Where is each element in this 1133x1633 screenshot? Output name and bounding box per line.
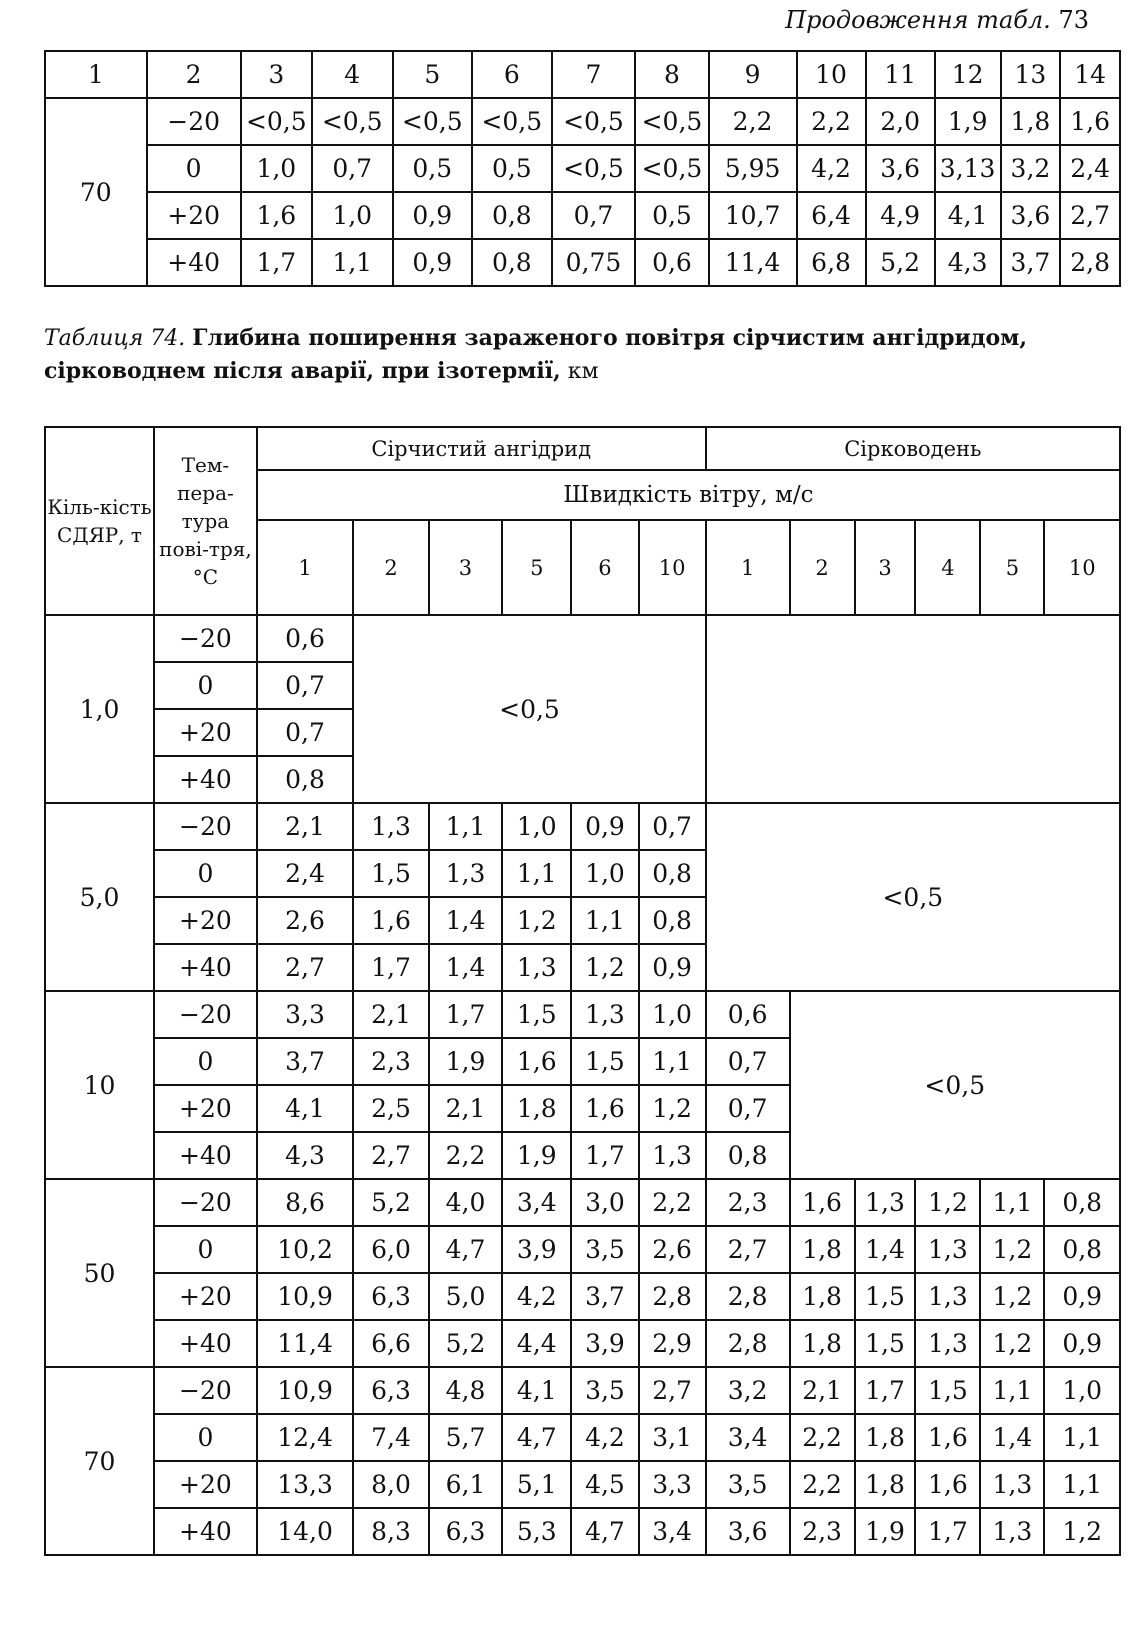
value-cell: 5,95 bbox=[709, 145, 797, 192]
value-cell: 2,8 bbox=[706, 1273, 790, 1320]
value-cell: 2,2 bbox=[639, 1179, 706, 1226]
value-cell: 2,7 bbox=[639, 1367, 706, 1414]
value-cell: <0,5 bbox=[312, 98, 393, 145]
value-cell: 1,1 bbox=[502, 850, 571, 897]
value-cell: 2,9 bbox=[639, 1320, 706, 1367]
temperature-cell: +20 bbox=[154, 1461, 257, 1508]
value-cell: 2,3 bbox=[353, 1038, 429, 1085]
value-cell: 11,4 bbox=[257, 1320, 353, 1367]
temperature-cell: −20 bbox=[154, 803, 257, 850]
column-number: 9 bbox=[709, 51, 797, 98]
value-cell: 1,3 bbox=[915, 1226, 980, 1273]
temperature-cell: 0 bbox=[147, 145, 241, 192]
below-threshold-cell: <0,5 bbox=[706, 803, 1120, 991]
table-row bbox=[45, 1461, 1120, 1508]
value-cell: 6,3 bbox=[353, 1273, 429, 1320]
value-cell: 8,0 bbox=[353, 1461, 429, 1508]
value-cell: 5,2 bbox=[429, 1320, 502, 1367]
column-number: 6 bbox=[472, 51, 552, 98]
value-cell: 1,2 bbox=[980, 1320, 1044, 1367]
value-cell: 1,2 bbox=[639, 1085, 706, 1132]
value-cell: 2,2 bbox=[429, 1132, 502, 1179]
quantity-cell: 50 bbox=[45, 1179, 154, 1367]
value-cell: 0,8 bbox=[639, 897, 706, 944]
temperature-cell: +40 bbox=[154, 756, 257, 803]
value-cell: 0,7 bbox=[257, 662, 353, 709]
value-cell: 1,0 bbox=[1044, 1367, 1120, 1414]
value-cell: 2,7 bbox=[1060, 192, 1120, 239]
value-cell: 8,3 bbox=[353, 1508, 429, 1555]
value-cell: 1,7 bbox=[571, 1132, 638, 1179]
value-cell: 3,7 bbox=[571, 1273, 638, 1320]
wind-speed-cell: 6 bbox=[571, 520, 638, 615]
temperature-cell: 0 bbox=[154, 1414, 257, 1461]
value-cell: 0,8 bbox=[1044, 1179, 1120, 1226]
value-cell: 1,8 bbox=[790, 1320, 855, 1367]
value-cell: 2,4 bbox=[257, 850, 353, 897]
column-number: 13 bbox=[1001, 51, 1061, 98]
value-cell: 3,7 bbox=[257, 1038, 353, 1085]
value-cell: 1,1 bbox=[980, 1367, 1044, 1414]
value-cell: 2,0 bbox=[866, 98, 935, 145]
value-cell: 3,9 bbox=[502, 1226, 571, 1273]
value-cell: 2,1 bbox=[353, 991, 429, 1038]
caption-title: Глибина поширення зараженого повітря сірчистим ангідридом, сірководнем після аварії, при ізотермії, bbox=[44, 325, 1027, 384]
quantity-cell: 70 bbox=[45, 98, 147, 286]
continuation-number: 73 bbox=[1058, 6, 1089, 34]
value-cell: 0,8 bbox=[639, 850, 706, 897]
table-row bbox=[45, 1320, 1120, 1367]
value-cell: 4,1 bbox=[935, 192, 1001, 239]
column-number: 14 bbox=[1060, 51, 1120, 98]
value-cell: 2,6 bbox=[639, 1226, 706, 1273]
value-cell: 1,3 bbox=[353, 803, 429, 850]
temperature-cell: +40 bbox=[154, 1132, 257, 1179]
value-cell: 10,9 bbox=[257, 1273, 353, 1320]
value-cell: 1,8 bbox=[790, 1226, 855, 1273]
value-cell: 1,1 bbox=[429, 803, 502, 850]
value-cell: 1,1 bbox=[1044, 1414, 1120, 1461]
value-cell: 2,7 bbox=[257, 944, 353, 991]
value-cell: 0,7 bbox=[257, 709, 353, 756]
quantity-cell: 10 bbox=[45, 991, 154, 1179]
value-cell: 3,6 bbox=[866, 145, 935, 192]
temperature-cell: +40 bbox=[154, 944, 257, 991]
value-cell: 2,8 bbox=[1060, 239, 1120, 286]
wind-speed-cell: 1 bbox=[257, 520, 353, 615]
value-cell: <0,5 bbox=[552, 145, 636, 192]
value-cell: 5,3 bbox=[502, 1508, 571, 1555]
temperature-cell: −20 bbox=[154, 1367, 257, 1414]
wind-speed-cell: 5 bbox=[980, 520, 1044, 615]
value-cell: 5,0 bbox=[429, 1273, 502, 1320]
value-cell: 1,4 bbox=[429, 944, 502, 991]
temperature-cell: 0 bbox=[154, 850, 257, 897]
value-cell: 1,3 bbox=[915, 1273, 980, 1320]
table-row bbox=[45, 239, 1120, 286]
header-temperature: Тем-пера-тура пові-тря, °С bbox=[154, 427, 257, 615]
value-cell: 2,3 bbox=[706, 1179, 790, 1226]
value-cell: 6,4 bbox=[797, 192, 866, 239]
temperature-cell: +20 bbox=[154, 897, 257, 944]
wind-speed-cell: 1 bbox=[706, 520, 790, 615]
temperature-cell: +40 bbox=[154, 1508, 257, 1555]
value-cell: 1,3 bbox=[571, 991, 638, 1038]
value-cell: 1,3 bbox=[639, 1132, 706, 1179]
value-cell: 4,1 bbox=[502, 1367, 571, 1414]
value-cell: 6,6 bbox=[353, 1320, 429, 1367]
value-cell: 1,3 bbox=[980, 1508, 1044, 1555]
value-cell: 0,9 bbox=[393, 239, 473, 286]
quantity-cell: 1,0 bbox=[45, 615, 154, 803]
quantity-cell: 70 bbox=[45, 1367, 154, 1555]
value-cell: 0,6 bbox=[257, 615, 353, 662]
value-cell: 0,9 bbox=[1044, 1320, 1120, 1367]
value-cell: 2,2 bbox=[709, 98, 797, 145]
value-cell: 0,8 bbox=[706, 1132, 790, 1179]
table-row bbox=[45, 991, 1120, 1038]
quantity-cell: 5,0 bbox=[45, 803, 154, 991]
empty-cell bbox=[706, 615, 1120, 803]
value-cell: 1,6 bbox=[790, 1179, 855, 1226]
temperature-cell: +20 bbox=[154, 1085, 257, 1132]
value-cell: 6,3 bbox=[429, 1508, 502, 1555]
wind-speed-cell: 4 bbox=[915, 520, 980, 615]
column-number: 3 bbox=[241, 51, 312, 98]
value-cell: 2,3 bbox=[790, 1508, 855, 1555]
value-cell: 1,3 bbox=[855, 1179, 916, 1226]
value-cell: 2,2 bbox=[797, 98, 866, 145]
value-cell: 2,1 bbox=[257, 803, 353, 850]
table-row bbox=[45, 145, 1120, 192]
value-cell: 2,8 bbox=[706, 1320, 790, 1367]
temperature-cell: −20 bbox=[147, 98, 241, 145]
value-cell: 0,5 bbox=[393, 145, 473, 192]
value-cell: 0,7 bbox=[312, 145, 393, 192]
below-threshold-cell: <0,5 bbox=[790, 991, 1120, 1179]
value-cell: 1,1 bbox=[980, 1179, 1044, 1226]
value-cell: 5,7 bbox=[429, 1414, 502, 1461]
temperature-cell: −20 bbox=[154, 991, 257, 1038]
value-cell: 6,0 bbox=[353, 1226, 429, 1273]
value-cell: 1,6 bbox=[915, 1461, 980, 1508]
wind-speed-cell: 10 bbox=[639, 520, 706, 615]
value-cell: 0,8 bbox=[472, 192, 552, 239]
column-number: 5 bbox=[393, 51, 473, 98]
value-cell: 4,8 bbox=[429, 1367, 502, 1414]
value-cell: 1,3 bbox=[429, 850, 502, 897]
temperature-cell: +20 bbox=[154, 1273, 257, 1320]
value-cell: 1,6 bbox=[241, 192, 312, 239]
column-number: 1 bbox=[45, 51, 147, 98]
value-cell: 10,9 bbox=[257, 1367, 353, 1414]
value-cell: 1,0 bbox=[502, 803, 571, 850]
temperature-cell: −20 bbox=[154, 1179, 257, 1226]
table-73 bbox=[44, 50, 1121, 287]
wind-speed-cell: 10 bbox=[1044, 520, 1120, 615]
table-row bbox=[45, 1273, 1120, 1320]
value-cell: 5,2 bbox=[353, 1179, 429, 1226]
header-quantity: Кіль-кість СДЯР, т bbox=[45, 427, 154, 615]
value-cell: 3,6 bbox=[706, 1508, 790, 1555]
value-cell: 1,4 bbox=[980, 1414, 1044, 1461]
value-cell: 3,4 bbox=[502, 1179, 571, 1226]
value-cell: 1,2 bbox=[980, 1226, 1044, 1273]
value-cell: 13,3 bbox=[257, 1461, 353, 1508]
value-cell: 0,9 bbox=[639, 944, 706, 991]
value-cell: 0,9 bbox=[393, 192, 473, 239]
column-number: 4 bbox=[312, 51, 393, 98]
value-cell: 1,2 bbox=[915, 1179, 980, 1226]
table-row bbox=[45, 1367, 1120, 1414]
value-cell: 1,8 bbox=[855, 1414, 916, 1461]
value-cell: 4,5 bbox=[571, 1461, 638, 1508]
table-row bbox=[45, 803, 1120, 850]
value-cell: 4,4 bbox=[502, 1320, 571, 1367]
value-cell: 1,9 bbox=[502, 1132, 571, 1179]
value-cell: 0,5 bbox=[635, 192, 708, 239]
temperature-cell: 0 bbox=[154, 1226, 257, 1273]
value-cell: 4,1 bbox=[257, 1085, 353, 1132]
temperature-cell: 0 bbox=[154, 662, 257, 709]
value-cell: 3,5 bbox=[706, 1461, 790, 1508]
value-cell: 0,8 bbox=[1044, 1226, 1120, 1273]
header-wind-speed: Швидкість вітру, м/с bbox=[257, 470, 1120, 520]
temperature-cell: +20 bbox=[154, 709, 257, 756]
value-cell: <0,5 bbox=[241, 98, 312, 145]
column-number: 10 bbox=[797, 51, 866, 98]
value-cell: 4,9 bbox=[866, 192, 935, 239]
continuation-text: Продовження табл. bbox=[785, 6, 1051, 34]
temperature-cell: +20 bbox=[147, 192, 241, 239]
value-cell: 2,6 bbox=[257, 897, 353, 944]
value-cell: 1,9 bbox=[429, 1038, 502, 1085]
table-row bbox=[45, 1179, 1120, 1226]
table-row bbox=[45, 1226, 1120, 1273]
value-cell: 1,0 bbox=[241, 145, 312, 192]
table-row bbox=[45, 1414, 1120, 1461]
value-cell: 6,1 bbox=[429, 1461, 502, 1508]
value-cell: 2,4 bbox=[1060, 145, 1120, 192]
value-cell: 3,5 bbox=[571, 1226, 638, 1273]
table-74 bbox=[44, 426, 1121, 1556]
value-cell: 1,5 bbox=[915, 1367, 980, 1414]
value-cell: 4,7 bbox=[429, 1226, 502, 1273]
value-cell: 1,0 bbox=[639, 991, 706, 1038]
value-cell: 0,7 bbox=[706, 1085, 790, 1132]
value-cell: 1,4 bbox=[855, 1226, 916, 1273]
value-cell: 1,4 bbox=[429, 897, 502, 944]
wind-speed-cell: 3 bbox=[429, 520, 502, 615]
value-cell: 2,5 bbox=[353, 1085, 429, 1132]
value-cell: 1,0 bbox=[312, 192, 393, 239]
value-cell: 3,4 bbox=[706, 1414, 790, 1461]
value-cell: 2,2 bbox=[790, 1414, 855, 1461]
value-cell: 1,7 bbox=[855, 1367, 916, 1414]
value-cell: 1,8 bbox=[1001, 98, 1061, 145]
caption-table-number: Таблиця 74. bbox=[44, 326, 186, 351]
value-cell: 0,75 bbox=[552, 239, 636, 286]
value-cell: 1,9 bbox=[855, 1508, 916, 1555]
value-cell: 2,7 bbox=[706, 1226, 790, 1273]
value-cell: 11,4 bbox=[709, 239, 797, 286]
value-cell: 1,1 bbox=[312, 239, 393, 286]
value-cell: 4,7 bbox=[502, 1414, 571, 1461]
value-cell: 2,7 bbox=[353, 1132, 429, 1179]
column-number: 7 bbox=[552, 51, 636, 98]
value-cell: 0,8 bbox=[472, 239, 552, 286]
value-cell: 0,7 bbox=[639, 803, 706, 850]
value-cell: 3,2 bbox=[706, 1367, 790, 1414]
value-cell: 1,6 bbox=[502, 1038, 571, 1085]
value-cell: 0,6 bbox=[706, 991, 790, 1038]
value-cell: 1,1 bbox=[1044, 1461, 1120, 1508]
value-cell: 3,13 bbox=[935, 145, 1001, 192]
value-cell: <0,5 bbox=[393, 98, 473, 145]
value-cell: 1,5 bbox=[502, 991, 571, 1038]
temperature-cell: 0 bbox=[154, 1038, 257, 1085]
value-cell: 0,9 bbox=[571, 803, 638, 850]
value-cell: <0,5 bbox=[635, 98, 708, 145]
header-hydrogen-sulfide: Сірководень bbox=[706, 427, 1120, 470]
temperature-cell: −20 bbox=[154, 615, 257, 662]
value-cell: 0,8 bbox=[257, 756, 353, 803]
value-cell: 6,3 bbox=[353, 1367, 429, 1414]
value-cell: 1,9 bbox=[935, 98, 1001, 145]
continuation-label bbox=[785, 6, 1089, 34]
value-cell: 3,5 bbox=[571, 1367, 638, 1414]
value-cell: <0,5 bbox=[472, 98, 552, 145]
value-cell: 10,7 bbox=[709, 192, 797, 239]
column-number: 11 bbox=[866, 51, 935, 98]
value-cell: 1,3 bbox=[915, 1320, 980, 1367]
value-cell: 1,2 bbox=[571, 944, 638, 991]
caption-unit: км bbox=[567, 359, 599, 384]
value-cell: 3,0 bbox=[571, 1179, 638, 1226]
column-number: 2 bbox=[147, 51, 241, 98]
value-cell: 0,6 bbox=[635, 239, 708, 286]
value-cell: 1,6 bbox=[353, 897, 429, 944]
value-cell: 1,6 bbox=[1060, 98, 1120, 145]
value-cell: 0,7 bbox=[706, 1038, 790, 1085]
value-cell: 3,3 bbox=[639, 1461, 706, 1508]
value-cell: 1,5 bbox=[571, 1038, 638, 1085]
value-cell: 1,8 bbox=[790, 1273, 855, 1320]
wind-speed-cell: 2 bbox=[353, 520, 429, 615]
table-row bbox=[45, 98, 1120, 145]
table-row bbox=[45, 1508, 1120, 1555]
table-74-caption bbox=[44, 322, 1114, 388]
value-cell: 1,7 bbox=[429, 991, 502, 1038]
table-row bbox=[45, 192, 1120, 239]
column-number: 12 bbox=[935, 51, 1001, 98]
value-cell: 14,0 bbox=[257, 1508, 353, 1555]
value-cell: 1,2 bbox=[980, 1273, 1044, 1320]
value-cell: 1,2 bbox=[502, 897, 571, 944]
value-cell: <0,5 bbox=[635, 145, 708, 192]
value-cell: 3,6 bbox=[1001, 192, 1061, 239]
value-cell: 8,6 bbox=[257, 1179, 353, 1226]
value-cell: 1,5 bbox=[855, 1273, 916, 1320]
value-cell: 2,1 bbox=[429, 1085, 502, 1132]
value-cell: 0,9 bbox=[1044, 1273, 1120, 1320]
value-cell: 3,9 bbox=[571, 1320, 638, 1367]
header-sulfur-dioxide: Сірчистий ангідрид bbox=[257, 427, 706, 470]
value-cell: 4,0 bbox=[429, 1179, 502, 1226]
value-cell: 1,7 bbox=[241, 239, 312, 286]
value-cell: 7,4 bbox=[353, 1414, 429, 1461]
value-cell: 4,2 bbox=[797, 145, 866, 192]
value-cell: 5,2 bbox=[866, 239, 935, 286]
value-cell: 1,1 bbox=[639, 1038, 706, 1085]
value-cell: 4,7 bbox=[571, 1508, 638, 1555]
value-cell: 2,1 bbox=[790, 1367, 855, 1414]
table-row bbox=[45, 615, 1120, 662]
value-cell: 3,7 bbox=[1001, 239, 1061, 286]
value-cell: 4,3 bbox=[257, 1132, 353, 1179]
value-cell: 0,7 bbox=[552, 192, 636, 239]
value-cell: 3,2 bbox=[1001, 145, 1061, 192]
value-cell: 1,8 bbox=[502, 1085, 571, 1132]
value-cell: <0,5 bbox=[552, 98, 636, 145]
value-cell: 12,4 bbox=[257, 1414, 353, 1461]
value-cell: 0,5 bbox=[472, 145, 552, 192]
value-cell: 1,8 bbox=[855, 1461, 916, 1508]
value-cell: 1,5 bbox=[353, 850, 429, 897]
value-cell: 6,8 bbox=[797, 239, 866, 286]
value-cell: 1,5 bbox=[855, 1320, 916, 1367]
value-cell: 1,6 bbox=[571, 1085, 638, 1132]
value-cell: 3,4 bbox=[639, 1508, 706, 1555]
temperature-cell: +40 bbox=[147, 239, 241, 286]
value-cell: 1,7 bbox=[353, 944, 429, 991]
value-cell: 1,3 bbox=[502, 944, 571, 991]
below-threshold-cell: <0,5 bbox=[353, 615, 705, 803]
value-cell: 1,6 bbox=[915, 1414, 980, 1461]
value-cell: 1,1 bbox=[571, 897, 638, 944]
value-cell: 1,7 bbox=[915, 1508, 980, 1555]
value-cell: 4,2 bbox=[502, 1273, 571, 1320]
column-number: 8 bbox=[635, 51, 708, 98]
value-cell: 1,0 bbox=[571, 850, 638, 897]
value-cell: 3,1 bbox=[639, 1414, 706, 1461]
value-cell: 2,8 bbox=[639, 1273, 706, 1320]
table-header-row bbox=[45, 51, 1120, 98]
value-cell: 1,3 bbox=[980, 1461, 1044, 1508]
temperature-cell: +40 bbox=[154, 1320, 257, 1367]
value-cell: 3,3 bbox=[257, 991, 353, 1038]
value-cell: 4,3 bbox=[935, 239, 1001, 286]
value-cell: 1,2 bbox=[1044, 1508, 1120, 1555]
wind-speed-cell: 3 bbox=[855, 520, 916, 615]
value-cell: 4,2 bbox=[571, 1414, 638, 1461]
wind-speed-cell: 5 bbox=[502, 520, 571, 615]
value-cell: 10,2 bbox=[257, 1226, 353, 1273]
value-cell: 5,1 bbox=[502, 1461, 571, 1508]
value-cell: 2,2 bbox=[790, 1461, 855, 1508]
wind-speed-cell: 2 bbox=[790, 520, 855, 615]
